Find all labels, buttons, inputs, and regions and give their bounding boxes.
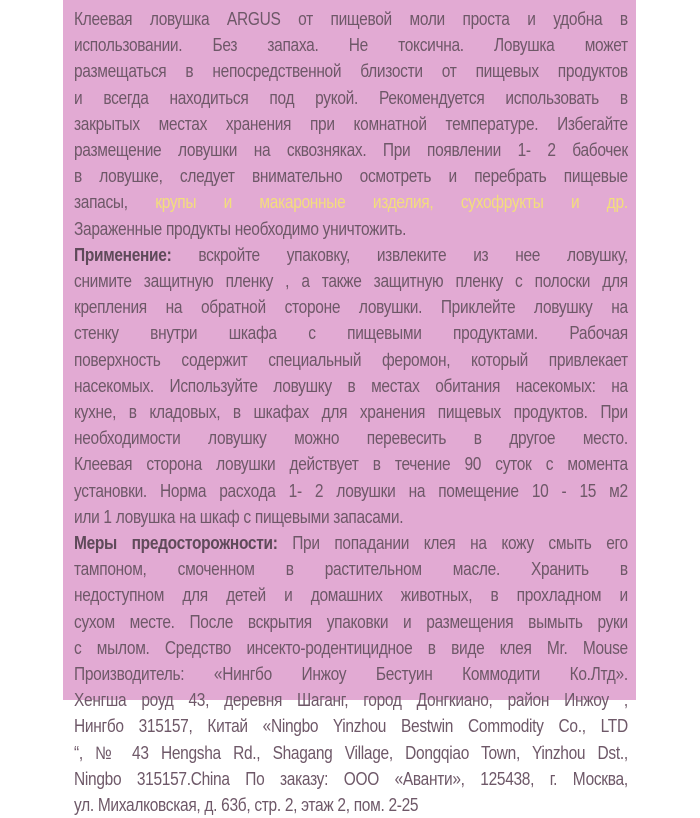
- importer-line: Ningbo 315157.China По заказу: ООО «Аванти», 125438, г. Москва,: [74, 768, 628, 789]
- text-line: или 1 ловушка на шкаф с пищевыми запасами.: [74, 506, 404, 527]
- text-fragment: вскройте упаковку, извлеките из нее ловушку,: [171, 244, 628, 265]
- text-line: Зараженные продукты необходимо уничтожить.: [74, 218, 407, 239]
- address-line: “, № 43 Hengsha Rd., Shagang Village, Dongqiao Town, Yinzhou Dst.,: [74, 742, 628, 763]
- text-line: размещаться в непосредственной близости от пищевых продуктов: [74, 61, 628, 82]
- text-line: сухом месте. После вскрытия упаковки и размещения вымыть руки: [74, 611, 628, 632]
- precautions-paragraph: [74, 530, 628, 818]
- importer-address-line: ул. Михалковская, д. 63б, стр. 2, этаж 2, пом. 2-25: [74, 795, 419, 816]
- text-line: стенку внутри шкафа с пищевыми продуктами. Рабочая: [74, 323, 628, 344]
- text-line: размещение ловушки на сквозняках. При появлении 1- 2 бабочек: [74, 140, 628, 161]
- address-line: Хенгша роуд 43, деревня Шаганг, город Донгкиано, район Инжоу ,: [74, 690, 628, 711]
- text-line: крепления на обратной стороне ловушки. Приклейте ловушку на: [74, 297, 628, 318]
- text-line: поверхность содержит специальный феромон, который привлекает: [74, 349, 628, 370]
- text-line: [74, 530, 628, 556]
- usage-paragraph: [74, 242, 628, 530]
- intro-paragraph: [74, 6, 628, 242]
- text-line: необходимости ловушку можно перевесить в другое место.: [74, 428, 628, 449]
- text-line: Клеевая сторона ловушки действует в течение 90 суток с момента: [74, 454, 628, 475]
- precautions-heading: Меры предосторожности:: [74, 533, 278, 554]
- text-line: недоступном для детей и домашних животных, в прохладном и: [74, 585, 628, 606]
- text-line: установки. Норма расхода 1- 2 ловушки на помещение 10 - 15 м2: [74, 480, 628, 501]
- text-line: в ловушке, следует внимательно осмотреть и перебрать пищевые: [74, 166, 628, 187]
- text-line: Клеевая ловушка ARGUS от пищевой моли проста и удобна в: [74, 9, 628, 29]
- text-line: [74, 189, 628, 215]
- text-line: [74, 242, 628, 268]
- text-line: снимите защитную пленку , а также защитную пленку с полоски для: [74, 271, 628, 292]
- address-line: Нингбо 315157, Китай «Ningbo Yinzhou Bestwin Commodity Co., LTD: [74, 716, 628, 737]
- text-line: использовании. Без запаха. Не токсична. Ловушка может: [74, 35, 628, 56]
- text-line: с мылом. Средство инсекто-родентицидное в виде клея Mr. Mouse: [74, 637, 628, 658]
- highlighted-products: крупы и макаронные изделия, сухофрукты и др.: [155, 192, 628, 213]
- text-line: насекомых. Используйте ловушку в местах обитания насекомых: на: [74, 375, 628, 396]
- text-line: закрытых местах хранения при комнатной температуре. Избегайте: [74, 113, 628, 134]
- text-fragment: При попадании клея на кожу смыть его: [277, 533, 628, 554]
- text-line: кухне, в кладовых, в шкафах для хранения пищевых продуктов. При: [74, 402, 628, 423]
- text-fragment: запасы,: [74, 192, 156, 213]
- manufacturer-line: Производитель: «Нингбо Инжоу Бестуин Коммодити Ко.Лтд».: [74, 664, 628, 685]
- label-text: [74, 6, 628, 818]
- product-label-panel: [63, 0, 636, 816]
- text-line: и всегда находиться под рукой. Рекомендуется использовать в: [74, 87, 628, 108]
- text-line: тампоном, смоченном в растительном масле. Хранить в: [74, 559, 628, 580]
- usage-heading: Применение:: [74, 244, 172, 265]
